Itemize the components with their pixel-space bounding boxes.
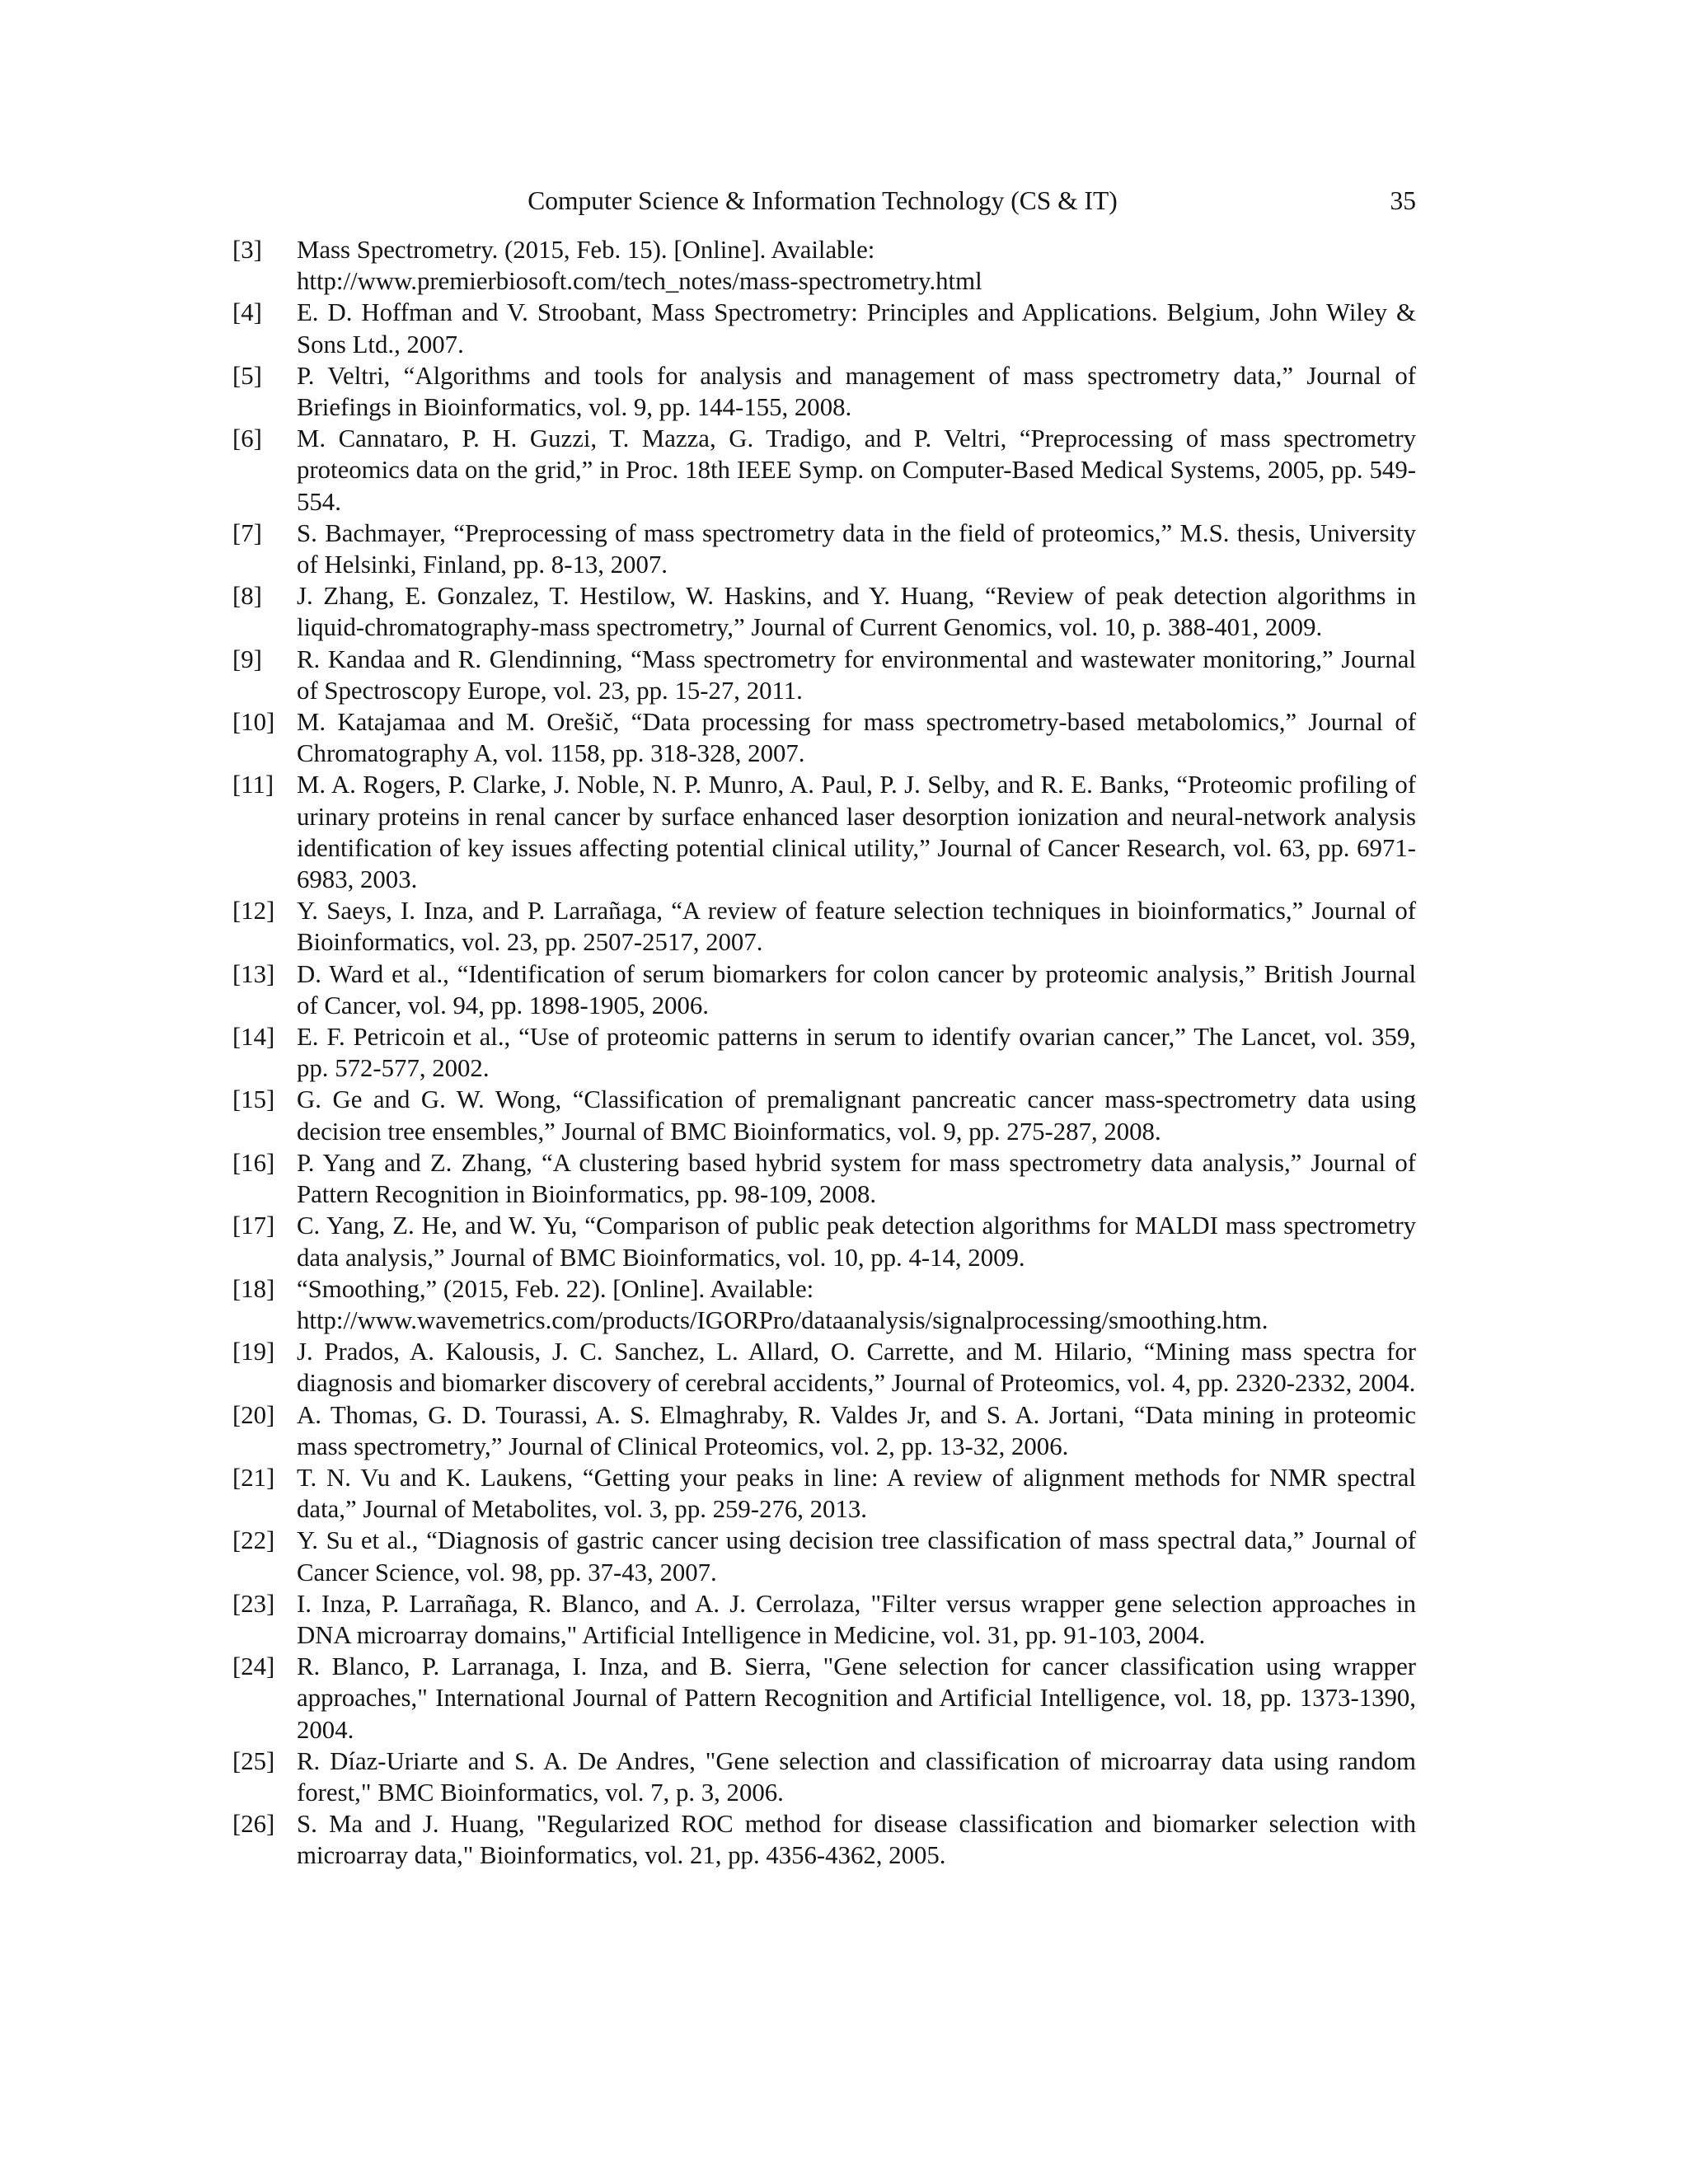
reference-item xyxy=(232,1336,1416,1399)
reference-text: A. Thomas, G. D. Tourassi, A. S. Elmaghraby, R. Valdes Jr, and S. A. Jortani, “Data mining in proteomic mass spectrometry,” Journal of Clinical Proteomics, vol. 2, pp. 13-32, 2006. xyxy=(297,1400,1416,1460)
reference-list xyxy=(232,234,1416,1872)
reference-text: S. Bachmayer, “Preprocessing of mass spectrometry data in the field of proteomics,” M.S. thesis, University of Helsinki, Finland, pp. 8-13, 2007. xyxy=(297,518,1416,579)
reference-number: [14] xyxy=(232,1023,275,1052)
reference-text: R. Blanco, P. Larranaga, I. Inza, and B. Sierra, "Gene selection for cancer classification using wrapper approaches," International Journal of Pattern Recognition and Artificial Intelligence, vol. 18, pp. 1373-1390, 2004. xyxy=(297,1652,1416,1744)
reference-text: “Smoothing,” (2015, Feb. 22). [Online]. Available: xyxy=(297,1274,814,1303)
reference-item xyxy=(232,360,1416,423)
reference-number: [19] xyxy=(232,1338,275,1366)
reference-number: [7] xyxy=(232,518,262,547)
reference-text: P. Veltri, “Algorithms and tools for analysis and management of mass spectrometry data,” Journal of Briefings in Bioinformatics, vol. 9, pp. 144-155, 2008. xyxy=(297,361,1416,422)
reference-text: E. F. Petricoin et al., “Use of proteomic patterns in serum to identify ovarian cancer,” The Lancet, vol. 359, pp. 572-577, 2002. xyxy=(297,1023,1416,1083)
reference-text: J. Zhang, E. Gonzalez, T. Hestilow, W. Haskins, and Y. Huang, “Review of peak detection algorithms in liquid-chromatography-mass spectrometry,” Journal of Current Genomics, vol. 10, p. 388-401, 2009. xyxy=(297,582,1416,642)
reference-number: [21] xyxy=(232,1463,275,1492)
reference-number: [3] xyxy=(232,236,262,264)
reference-text: Mass Spectrometry. (2015, Feb. 15). [Online]. Available: xyxy=(297,236,875,264)
reference-item xyxy=(232,580,1416,643)
reference-text: J. Prados, A. Kalousis, J. C. Sanchez, L. Allard, O. Carrette, and M. Hilario, “Mining mass spectra for diagnosis and biomarker discovery of cerebral accidents,” Journal of Proteomics, vol. 4, pp. 2320-2332, 2004. xyxy=(297,1338,1416,1398)
reference-item xyxy=(232,706,1416,769)
reference-number: [5] xyxy=(232,361,262,390)
reference-text: E. D. Hoffman and V. Stroobant, Mass Spectrometry: Principles and Applications. Belgium, John Wiley & Sons Ltd., 2007. xyxy=(297,298,1416,359)
page-number: 35 xyxy=(1390,186,1416,215)
reference-number: [11] xyxy=(232,771,274,799)
reference-text: R. Kandaa and R. Glendinning, “Mass spectrometry for environmental and wastewater monitoring,” Journal of Spectroscopy Europe, vol. 23, pp. 15-27, 2011. xyxy=(297,644,1416,705)
reference-url[interactable]: http://www.premierbiosoft.com/tech_notes/mass-spectrometry.html xyxy=(297,267,982,296)
reference-number: [4] xyxy=(232,298,262,327)
reference-item xyxy=(232,1399,1416,1462)
reference-item xyxy=(232,1021,1416,1084)
reference-text: T. N. Vu and K. Laukens, “Getting your peaks in line: A review of alignment methods for NMR spectral data,” Journal of Metabolites, vol. 3, pp. 259-276, 2013. xyxy=(297,1463,1416,1524)
reference-number: [15] xyxy=(232,1085,275,1114)
reference-number: [22] xyxy=(232,1526,275,1555)
reference-item xyxy=(232,1147,1416,1210)
reference-number: [9] xyxy=(232,644,262,673)
reference-text: G. Ge and G. W. Wong, “Classification of premalignant pancreatic cancer mass-spectrometry data using decision tree ensembles,” Journal of BMC Bioinformatics, vol. 9, pp. 275-287, 2008. xyxy=(297,1085,1416,1146)
reference-item xyxy=(232,644,1416,706)
running-header xyxy=(229,183,1416,219)
reference-item xyxy=(232,958,1416,1021)
reference-text: M. Cannataro, P. H. Guzzi, T. Mazza, G. Tradigo, and P. Veltri, “Preprocessing of mass spectrometry proteomics data on the grid,” in Proc. 18th IEEE Symp. on Computer-Based Medical Systems, 2005, pp. 549-554. xyxy=(297,424,1416,516)
reference-number: [18] xyxy=(232,1274,275,1303)
reference-item xyxy=(232,297,1416,359)
reference-text: D. Ward et al., “Identification of serum biomarkers for colon cancer by proteomic analysis,” British Journal of Cancer, vol. 94, pp. 1898-1905, 2006. xyxy=(297,959,1416,1019)
reference-item xyxy=(232,1462,1416,1525)
reference-number: [8] xyxy=(232,582,262,611)
reference-number: [23] xyxy=(232,1589,275,1618)
reference-number: [20] xyxy=(232,1400,275,1429)
reference-text: S. Ma and J. Huang, "Regularized ROC method for disease classification and biomarker selection with microarray data," Bioinformatics, vol. 21, pp. 4356-4362, 2005. xyxy=(297,1810,1416,1870)
reference-number: [24] xyxy=(232,1652,275,1681)
reference-text: P. Yang and Z. Zhang, “A clustering based hybrid system for mass spectrometry data analysis,” Journal of Pattern Recognition in Bioinformatics, pp. 98-109, 2008. xyxy=(297,1148,1416,1209)
reference-text: R. Díaz-Uriarte and S. A. De Andres, "Gene selection and classification of microarray data using random forest," BMC Bioinformatics, vol. 7, p. 3, 2006. xyxy=(297,1746,1416,1807)
reference-item xyxy=(232,1651,1416,1746)
reference-item xyxy=(232,769,1416,895)
reference-number: [17] xyxy=(232,1212,275,1240)
reference-item xyxy=(232,1273,1416,1336)
reference-number: [12] xyxy=(232,897,275,926)
reference-item xyxy=(232,234,1416,297)
reference-number: [10] xyxy=(232,708,275,737)
reference-item xyxy=(232,1084,1416,1146)
reference-text: Y. Su et al., “Diagnosis of gastric cancer using decision tree classification of mass spectral data,” Journal of Cancer Science, vol. 98, pp. 37-43, 2007. xyxy=(297,1526,1416,1586)
reference-text: I. Inza, P. Larrañaga, R. Blanco, and A. J. Cerrolaza, "Filter versus wrapper gene selection approaches in DNA microarray domains," Artificial Intelligence in Medicine, vol. 31, pp. 91-103, 2004. xyxy=(297,1589,1416,1649)
reference-url[interactable]: http://www.wavemetrics.com/products/IGORPro/dataanalysis/signalprocessing/smoothing.htm. xyxy=(297,1305,1268,1334)
reference-number: [25] xyxy=(232,1746,275,1775)
reference-text: Y. Saeys, I. Inza, and P. Larrañaga, “A review of feature selection techniques in bioinformatics,” Journal of Bioinformatics, vol. 23, pp. 2507-2517, 2007. xyxy=(297,897,1416,957)
reference-number: [26] xyxy=(232,1810,275,1839)
reference-text: M. Katajamaa and M. Orešič, “Data processing for mass spectrometry-based metabolomics,” Journal of Chromatography A, vol. 1158, pp. 318-328, 2007. xyxy=(297,708,1416,768)
reference-item xyxy=(232,423,1416,518)
reference-item xyxy=(232,1525,1416,1587)
reference-text: C. Yang, Z. He, and W. Yu, “Comparison of public peak detection algorithms for MALDI mass spectrometry data analysis,” Journal of BMC Bioinformatics, vol. 10, pp. 4-14, 2009. xyxy=(297,1212,1416,1272)
reference-number: [16] xyxy=(232,1148,275,1177)
journal-title: Computer Science & Information Technology (CS & IT) xyxy=(528,186,1118,215)
reference-item xyxy=(232,1588,1416,1651)
reference-text: M. A. Rogers, P. Clarke, J. Noble, N. P. Munro, A. Paul, P. J. Selby, and R. E. Banks, “Proteomic profiling of urinary proteins in renal cancer by surface enhanced laser desorption ionization and neural-network analysis identification of key issues affecting potential clinical utility,” Journal of Cancer Research, vol. 63, pp. 6971-6983, 2003. xyxy=(297,771,1416,894)
reference-number: [13] xyxy=(232,959,275,988)
reference-item xyxy=(232,518,1416,580)
reference-item xyxy=(232,1210,1416,1272)
reference-item xyxy=(232,895,1416,958)
reference-number: [6] xyxy=(232,424,262,453)
reference-item xyxy=(232,1746,1416,1808)
reference-item xyxy=(232,1808,1416,1871)
